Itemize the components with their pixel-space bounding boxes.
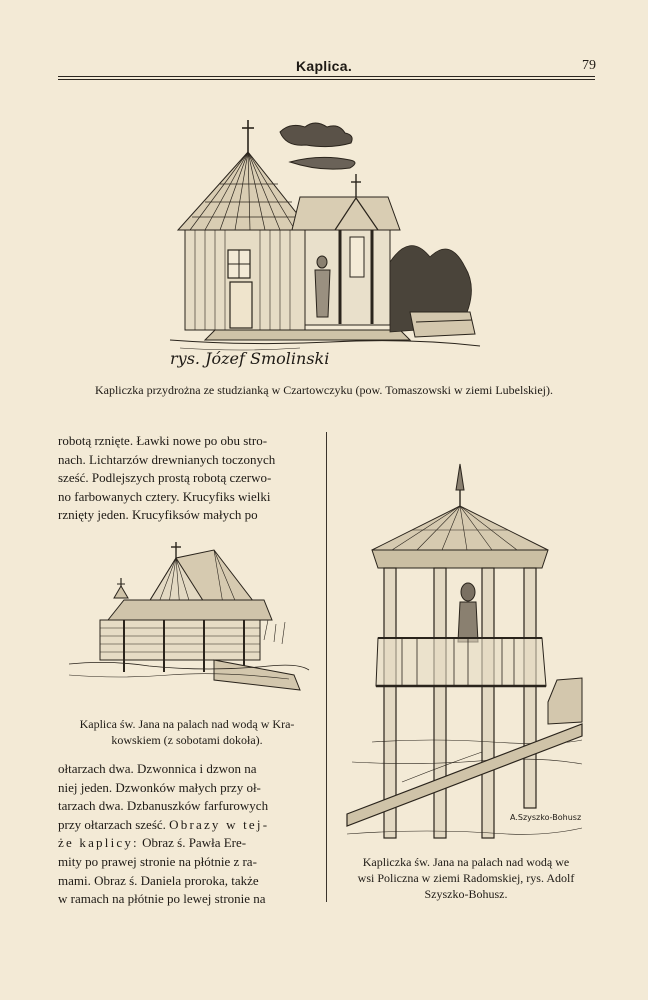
policzna-chapel-illustration <box>342 462 588 842</box>
right-figure-signature: A.Szyszko-Bohusz <box>510 813 582 822</box>
text-line: mity po prawej stronie na płótnie z ra- <box>58 853 257 869</box>
top-figure-caption: Kapliczka przydrożna ze studzianką w Czartowczyku (pow. Tomaszowski w ziemi Lubelskiej). <box>94 383 553 397</box>
text-line: sześć. Podlejszych prostą robotą czerwo- <box>58 470 272 486</box>
header-rule <box>58 76 595 77</box>
spaced-heading-fragment: że kaplicy: <box>58 835 139 851</box>
text-line: rznięty jeden. Krucyfiksów małych po <box>58 507 258 523</box>
text-line: mami. Obraz ś. Daniela proroka, także <box>58 872 259 888</box>
spaced-heading-fragment: Obrazy w tej- <box>169 816 270 832</box>
caption-line: Kaplica św. Jana na palach nad wodą w Kra- <box>79 717 295 731</box>
text-line: niej jeden. Dzwonków małych przy oł- <box>58 779 261 795</box>
text-line <box>58 834 316 853</box>
right-figure-caption <box>336 854 596 902</box>
text-line <box>58 816 316 835</box>
krakowskie-chapel-illustration <box>64 540 314 705</box>
text-line: no farbowanych cztery. Krucyfiks wielki <box>58 488 271 504</box>
figure-policzna-chapel <box>342 462 588 842</box>
left-figure-caption <box>58 716 316 748</box>
running-header-title: Kaplica. <box>295 58 353 74</box>
text-line: nach. Lichtarzów drewnianych toczonych <box>58 451 276 467</box>
left-column-text-lower <box>58 760 316 909</box>
top-figure-signature: rys. Józef Smolinski <box>170 349 330 368</box>
column-divider <box>326 432 327 902</box>
caption-line: Szyszko-Bohusz. <box>424 887 508 901</box>
text-fragment: przy ołtarzach sześć. <box>58 816 166 832</box>
text-line: tarzach dwa. Dzbanuszków farfurowych <box>58 798 269 814</box>
caption-line: wsi Policzna w ziemi Radomskiej, rys. Adolf <box>357 871 575 885</box>
roadside-chapel-illustration <box>160 112 490 372</box>
caption-line: kowskiem (z sobotami dokoła). <box>111 733 263 747</box>
text-line: w ramach na płótnie po lewej stronie na <box>58 891 266 907</box>
text-line: robotą rznięte. Ławki nowe po obu stro- <box>58 433 268 448</box>
text-line: ołtarzach dwa. Dzwonnica i dzwon na <box>58 761 257 776</box>
figure-roadside-chapel <box>160 112 490 372</box>
left-column-text-upper <box>58 432 316 525</box>
caption-line: Kapliczka św. Jana na palach nad wodą we <box>362 855 570 869</box>
figure-krakowskie-chapel <box>64 540 314 705</box>
text-fragment: Obraz ś. Pawła Ere- <box>142 835 247 851</box>
page-number: 79 <box>582 58 596 73</box>
header-rule-double <box>58 79 595 80</box>
